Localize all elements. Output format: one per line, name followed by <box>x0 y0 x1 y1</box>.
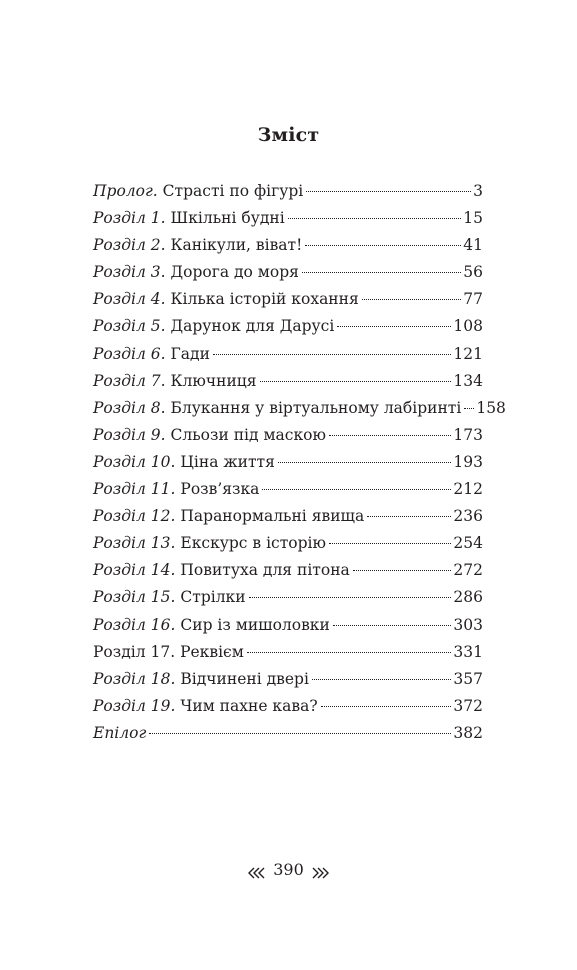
toc-entry-prefix: Розділ 6. <box>93 344 166 363</box>
page-title: Зміст <box>257 124 320 146</box>
toc-entry <box>93 205 483 232</box>
page-footer <box>0 860 577 879</box>
toc-entry <box>93 530 483 557</box>
toc-entry-prefix: Розділ 9. <box>93 425 166 444</box>
table-of-contents <box>93 178 506 747</box>
toc-entry-page: 108 <box>453 317 483 336</box>
toc-entry-label <box>93 720 146 747</box>
toc-entry-title: Розв’язка <box>180 480 260 499</box>
toc-entry <box>93 232 483 259</box>
toc-dot-leader <box>337 326 451 327</box>
toc-entry-title: Блукання у віртуальному лабіринті <box>170 398 462 417</box>
toc-dot-leader <box>288 218 462 219</box>
toc-entry-page: 254 <box>453 534 483 553</box>
toc-dot-leader <box>306 191 471 192</box>
toc-entry-label <box>93 557 350 584</box>
toc-dot-leader <box>247 652 452 653</box>
toc-entry-prefix: Розділ 7. <box>93 371 166 390</box>
toc-entry-page: 236 <box>453 507 483 526</box>
toc-entry-label <box>93 232 302 259</box>
toc-entry-page: 77 <box>463 290 483 309</box>
toc-entry-title: Повитуха для пітона <box>180 561 350 580</box>
toc-entry-prefix: Розділ 11. <box>93 480 176 499</box>
toc-entry-prefix: Розділ 16. <box>93 615 176 634</box>
toc-entry-page: 3 <box>473 182 483 200</box>
toc-dot-leader <box>362 299 462 300</box>
toc-entry <box>93 503 483 530</box>
toc-entry-prefix: Розділ 14. <box>93 561 176 580</box>
toc-entry-label <box>93 612 330 639</box>
toc-entry-label <box>93 422 326 449</box>
toc-entry-title: Ціна життя <box>180 452 275 471</box>
toc-entry-page: 286 <box>453 588 483 607</box>
toc-entry <box>93 557 483 584</box>
toc-entry-title: Екскурс в історію <box>180 534 326 553</box>
toc-dot-leader <box>302 272 461 273</box>
toc-entry-title: Канікули, віват! <box>170 236 303 255</box>
toc-entry <box>93 286 483 313</box>
toc-entry-prefix: Розділ 17. <box>93 642 176 661</box>
toc-entry-label <box>93 503 364 530</box>
toc-entry-page: 357 <box>453 669 483 688</box>
toc-dot-leader <box>278 462 452 463</box>
toc-entry-title: Страсті по фігурі <box>162 182 304 200</box>
toc-entry-title: Сльози під маскою <box>170 425 326 444</box>
toc-entry-prefix: Пролог. <box>93 182 158 200</box>
toc-entry-label <box>93 476 259 503</box>
toc-entry-page: 121 <box>453 344 483 363</box>
toc-entry-label <box>93 178 303 205</box>
toc-entry-label <box>93 286 359 313</box>
toc-dot-leader <box>464 408 474 409</box>
toc-entry-title: Паранормальні явища <box>180 507 365 526</box>
toc-entry <box>93 612 483 639</box>
toc-dot-leader <box>149 733 451 734</box>
toc-entry-title: Стрілки <box>180 588 246 607</box>
toc-entry-title: Чим пахне кава? <box>180 696 318 715</box>
toc-entry-label <box>93 205 285 232</box>
toc-dot-leader <box>262 489 451 490</box>
toc-entry-page: 382 <box>453 723 483 742</box>
toc-entry-page: 331 <box>453 642 483 661</box>
toc-dot-leader <box>305 245 461 246</box>
toc-dot-leader <box>312 679 452 680</box>
toc-entry-page: 212 <box>453 480 483 499</box>
toc-entry-title: Відчинені двері <box>180 669 309 688</box>
toc-entry-label <box>93 449 275 476</box>
toc-entry-label <box>93 395 461 422</box>
toc-entry <box>93 313 483 340</box>
toc-entry-label <box>93 693 318 720</box>
toc-entry-prefix: Розділ 10. <box>93 452 176 471</box>
toc-entry-label <box>93 313 334 340</box>
toc-entry <box>93 449 483 476</box>
toc-entry-prefix: Розділ 1. <box>93 209 166 228</box>
toc-entry <box>93 584 483 611</box>
toc-entry <box>93 178 483 205</box>
toc-entry-label <box>93 368 257 395</box>
toc-dot-leader <box>367 516 451 517</box>
toc-dot-leader <box>249 597 452 598</box>
toc-entry <box>93 422 483 449</box>
toc-entry-page: 372 <box>453 696 483 715</box>
toc-entry-title: Ключниця <box>170 371 257 390</box>
toc-entry-page: 193 <box>453 452 483 471</box>
left-ornament-icon <box>245 864 267 876</box>
toc-dot-leader <box>213 354 451 355</box>
toc-entry-prefix: Епілог <box>93 723 147 742</box>
toc-entry-title: Шкільні будні <box>170 209 285 228</box>
toc-entry-title: Дорога до моря <box>170 263 299 282</box>
toc-entry-page: 56 <box>463 263 483 282</box>
toc-entry-page: 272 <box>453 561 483 580</box>
toc-entry <box>93 666 483 693</box>
toc-dot-leader <box>333 625 452 626</box>
toc-dot-leader <box>329 435 451 436</box>
toc-entry <box>93 395 506 422</box>
toc-entry-title: Дарунок для Дарусі <box>170 317 335 336</box>
toc-entry-page: 303 <box>453 615 483 634</box>
toc-entry-label <box>93 639 244 666</box>
toc-entry-prefix: Розділ 12. <box>93 507 176 526</box>
toc-entry-title: Кілька історій кохання <box>170 290 359 309</box>
toc-entry-prefix: Розділ 4. <box>93 290 166 309</box>
toc-entry-label <box>93 530 326 557</box>
toc-entry-page: 158 <box>476 398 506 417</box>
toc-entry-label <box>93 259 299 286</box>
toc-entry-prefix: Розділ 19. <box>93 696 176 715</box>
toc-entry-prefix: Розділ 2. <box>93 236 166 255</box>
toc-entry-label <box>93 341 210 368</box>
toc-entry-label <box>93 584 246 611</box>
toc-dot-leader <box>321 706 452 707</box>
toc-entry <box>93 693 483 720</box>
toc-entry <box>93 639 483 666</box>
toc-entry-label <box>93 666 309 693</box>
toc-entry <box>93 476 483 503</box>
toc-entry-prefix: Розділ 8. <box>93 398 166 417</box>
toc-entry-title: Гади <box>170 344 210 363</box>
page-number: 390 <box>273 860 304 879</box>
toc-entry-title: Реквієм <box>180 642 244 661</box>
toc-entry-page: 15 <box>463 209 483 228</box>
toc-dot-leader <box>260 381 452 382</box>
toc-entry-page: 41 <box>463 236 483 255</box>
toc-entry-prefix: Розділ 15. <box>93 588 176 607</box>
toc-entry-page: 134 <box>453 371 483 390</box>
toc-entry-title: Сир із мишоловки <box>180 615 330 634</box>
toc-entry-page: 173 <box>453 425 483 444</box>
right-ornament-icon <box>310 864 332 876</box>
toc-entry <box>93 259 483 286</box>
toc-dot-leader <box>353 570 452 571</box>
toc-entry <box>93 341 483 368</box>
toc-entry-prefix: Розділ 5. <box>93 317 166 336</box>
toc-entry <box>93 368 483 395</box>
toc-entry-prefix: Розділ 18. <box>93 669 176 688</box>
toc-entry-prefix: Розділ 3. <box>93 263 166 282</box>
toc-dot-leader <box>329 543 451 544</box>
toc-entry-prefix: Розділ 13. <box>93 534 176 553</box>
toc-entry <box>93 720 483 747</box>
